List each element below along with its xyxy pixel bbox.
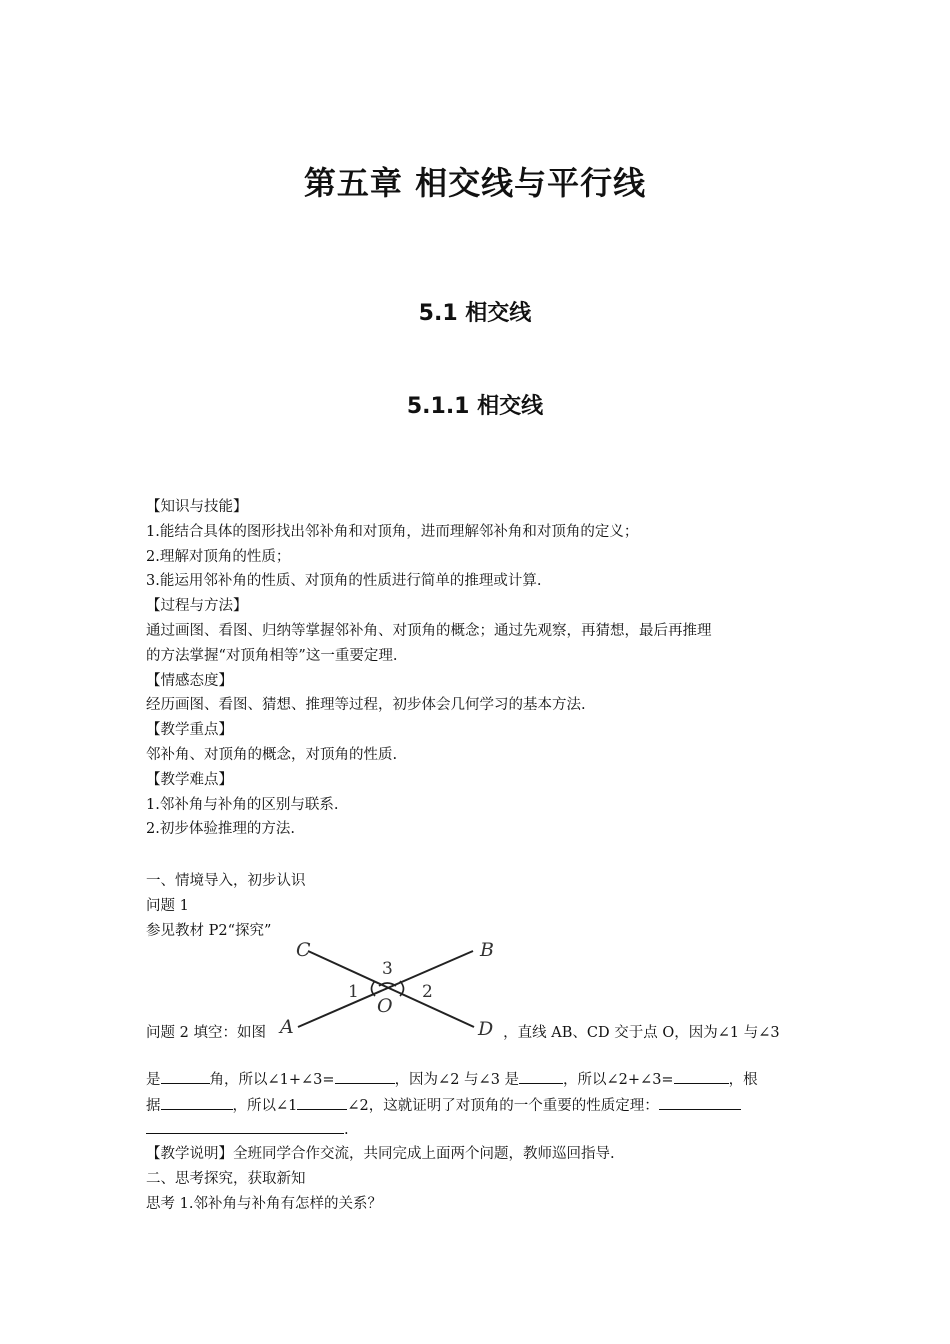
objective-line: 【知识与技能】	[146, 499, 248, 515]
think-question-1: 思考 1.邻补角与补角有怎样的关系？	[146, 1195, 382, 1212]
fill-blank[interactable]	[146, 1118, 344, 1134]
fill-blank[interactable]	[161, 1094, 233, 1110]
question2-start: 问题 2 填空：如图	[146, 1025, 266, 1041]
fill-blank[interactable]	[659, 1094, 741, 1110]
text-segment: ，所以∠1	[232, 1098, 298, 1114]
label-angle-2: 2	[422, 982, 433, 1002]
subsection-title: 5.1.1 相交线	[406, 394, 544, 419]
label-d: D	[478, 1018, 494, 1040]
label-a: A	[280, 1016, 294, 1038]
part2-heading: 二、思考探究，获取新知	[146, 1170, 306, 1187]
objective-line: 3.能运用邻补角的性质、对顶角的性质进行简单的推理或计算.	[146, 573, 542, 590]
objective-line: 经历画图、看图、猜想、推理等过程，初步体会几何学习的基本方法.	[146, 697, 586, 714]
section-title: 5.1 相交线	[418, 301, 532, 326]
objective-line: 1.能结合具体的图形找出邻补角和对顶角，进而理解邻补角和对顶角的定义；	[146, 523, 639, 540]
label-c: C	[296, 939, 311, 961]
text-segment: ∠2，这就证明了对顶角的一个重要的性质定理：	[347, 1098, 659, 1114]
text-segment: .	[344, 1122, 349, 1138]
objective-line: 【教学难点】	[146, 771, 233, 788]
label-angle-1: 1	[348, 982, 359, 1002]
part1-heading: 一、情境导入，初步认识	[146, 873, 306, 889]
question2-line3	[146, 1094, 741, 1115]
text-segment: ，所以∠2+∠3=	[563, 1072, 674, 1088]
fill-blank[interactable]	[335, 1068, 395, 1084]
objective-line: 【情感态度】	[146, 672, 233, 689]
objective-line: 2.理解对顶角的性质；	[146, 548, 291, 565]
fill-blank[interactable]	[674, 1068, 729, 1084]
text-segment: ，根	[728, 1072, 758, 1088]
fill-blank[interactable]	[519, 1068, 563, 1084]
question1-reference: 参见教材 P2“探究”	[146, 922, 272, 939]
part1-block	[146, 869, 806, 943]
objective-line: 通过画图、看图、归纳等掌握邻补角、对顶角的概念；通过先观察，再猜想，最后再推理	[146, 622, 712, 639]
objective-line: 邻补角、对顶角的概念，对顶角的性质.	[146, 746, 398, 763]
teaching-note: 【教学说明】全班同学合作交流，共同完成上面两个问题，教师巡回指导.	[146, 1146, 615, 1162]
objective-line: 的方法掌握“对顶角相等”这一重要定理.	[146, 647, 398, 664]
text-segment: 是	[146, 1072, 161, 1088]
objective-line: 1.邻补角与补角的区别与联系.	[146, 796, 339, 813]
label-b: B	[480, 939, 494, 961]
question2-end: ，直线 AB、CD 交于点 O，因为∠1 与∠3	[503, 1025, 780, 1041]
fill-blank[interactable]	[297, 1094, 347, 1110]
question2-line2	[146, 1068, 758, 1089]
text-segment: ，因为∠2 与∠3 是	[394, 1072, 520, 1088]
question1-label: 问题 1	[146, 897, 189, 914]
label-angle-3: 3	[382, 959, 393, 979]
objectives-block	[146, 495, 806, 842]
chapter-title: 第五章 相交线与平行线	[303, 164, 647, 202]
objective-line: 【过程与方法】	[146, 598, 248, 615]
text-segment: 据	[146, 1098, 161, 1114]
label-o: O	[377, 995, 393, 1017]
objective-line: 【教学重点】	[146, 722, 233, 739]
objective-line: 2.初步体验推理的方法.	[146, 821, 295, 838]
fill-blank[interactable]	[161, 1068, 210, 1084]
question2-line4	[146, 1118, 349, 1138]
part2-block	[146, 1142, 806, 1216]
question2-line1	[146, 1021, 780, 1042]
text-segment: 角，所以∠1+∠3=	[209, 1072, 335, 1088]
